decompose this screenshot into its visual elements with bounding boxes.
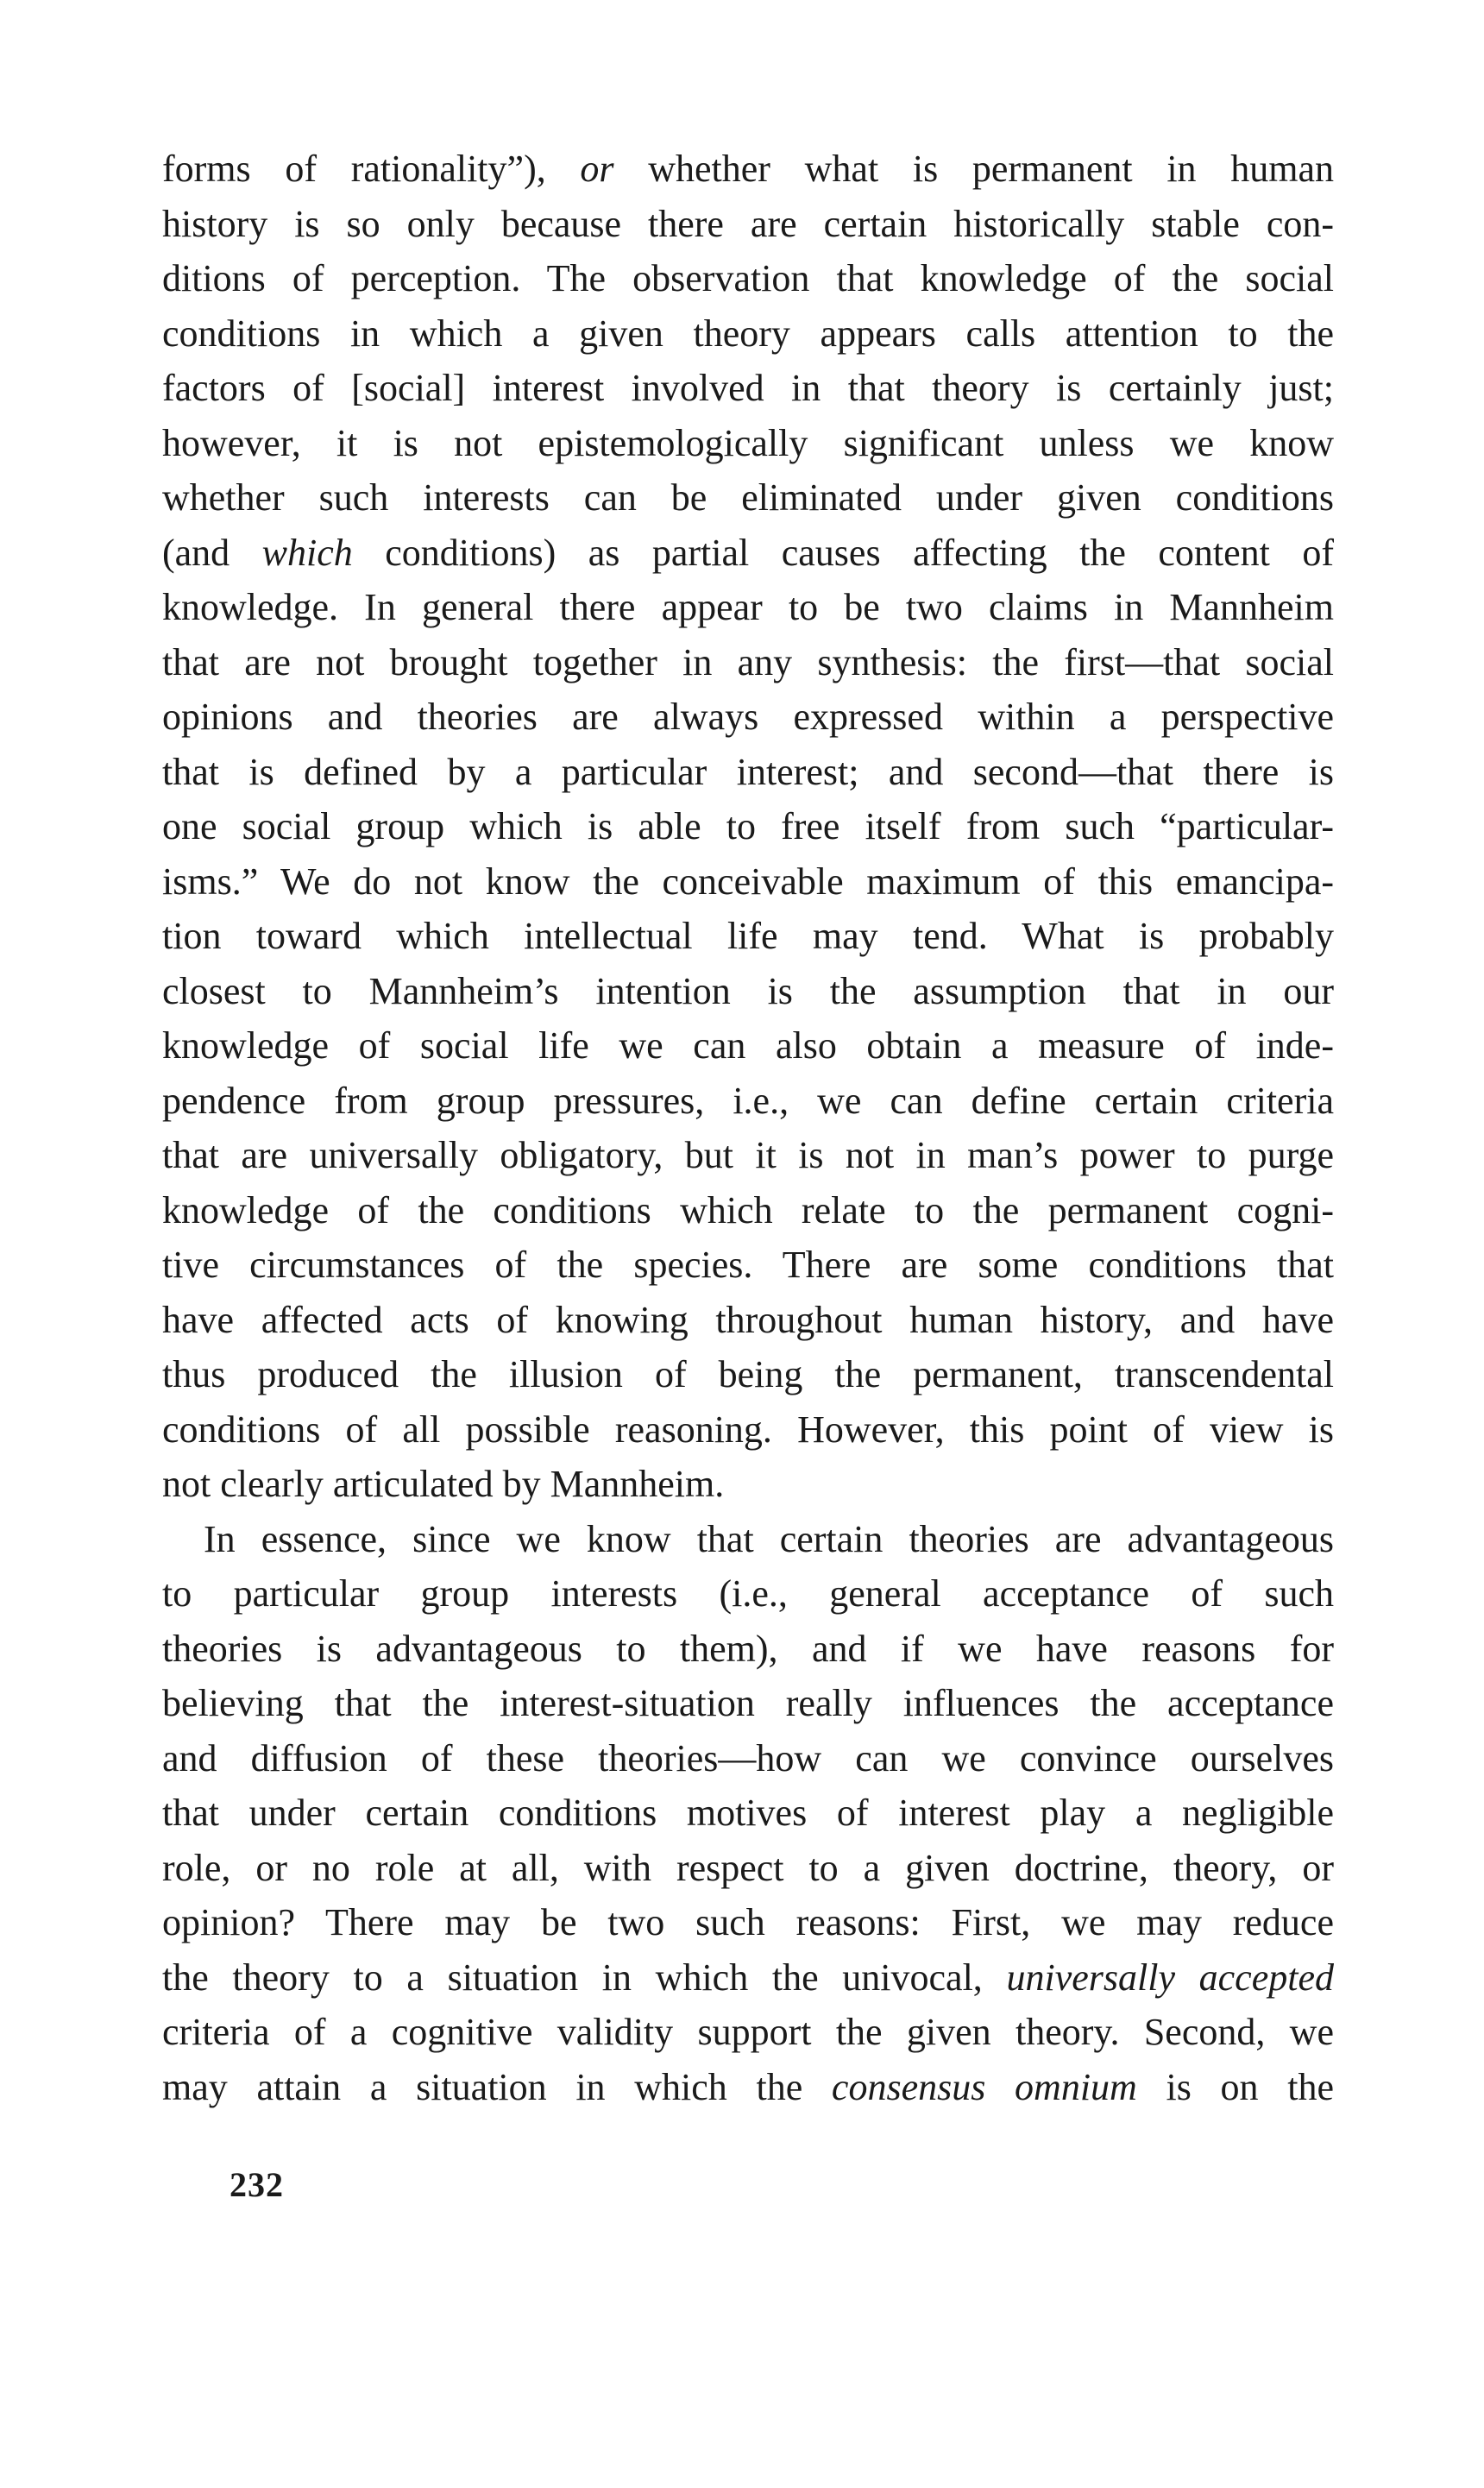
text-line <box>162 251 1334 306</box>
text-line <box>162 964 1334 1019</box>
text-segment: whether what is permanent in human <box>613 148 1334 190</box>
text-line <box>162 1841 1334 1896</box>
text-segment: tive circumstances of the species. There are some conditions that <box>162 1244 1334 1286</box>
text-line <box>162 1018 1334 1074</box>
text-segment: In essence, since we know that certain theories are advantageous <box>204 1517 1334 1560</box>
text-segment: that is defined by a particular interest; and second—that there is <box>162 750 1334 793</box>
italic-text: consensus omnium <box>831 2065 1137 2108</box>
text-line <box>162 1676 1334 1731</box>
text-segment: have affected acts of knowing throughout human history, and have <box>162 1298 1334 1341</box>
page-number: 232 <box>230 2165 284 2204</box>
text-line <box>162 1566 1334 1622</box>
text-segment: conditions) as partial causes affecting the content of <box>352 531 1334 574</box>
text-segment: not clearly articulated by Mannheim. <box>162 1463 725 1505</box>
text-segment: that under certain conditions motives of interest play a negligible <box>162 1792 1334 1834</box>
text-segment: one social group which is able to free itself from such “particular- <box>162 805 1334 847</box>
text-line <box>162 416 1334 471</box>
italic-text: which <box>261 531 353 574</box>
text-segment: ditions of perception. The observation that knowledge of the social <box>162 257 1334 299</box>
text-line <box>162 1293 1334 1348</box>
text-segment: that are universally obligatory, but it is not in man’s power to purge <box>162 1134 1334 1176</box>
text-segment: closest to Mannheim’s intention is the assumption that in our <box>162 969 1334 1012</box>
text-segment: knowledge of the conditions which relate to the permanent cogni- <box>162 1188 1334 1231</box>
text-segment: thus produced the illusion of being the permanent, transcendental <box>162 1353 1334 1395</box>
text-line <box>162 580 1334 635</box>
text-line <box>162 690 1334 745</box>
text-line <box>162 635 1334 690</box>
text-segment: to particular group interests (i.e., general acceptance of such <box>162 1572 1334 1615</box>
text-line <box>162 361 1334 416</box>
text-segment: however, it is not epistemologically significant unless we know <box>162 421 1334 464</box>
text-segment: may attain a situation in which the <box>162 2065 832 2108</box>
text-segment: that are not brought together in any synthesis: the first—that social <box>162 640 1334 683</box>
text-line <box>162 197 1334 252</box>
text-line <box>162 745 1334 800</box>
text-segment: the theory to a situation in which the univocal, <box>162 1956 1007 1999</box>
text-segment: role, or no role at all, with respect to a given doctrine, theory, or <box>162 1846 1334 1889</box>
text-line <box>162 1074 1334 1129</box>
text-line <box>162 1950 1334 2006</box>
text-segment: pendence from group pressures, i.e., we can define certain criteria <box>162 1079 1334 1122</box>
text-segment: believing that the interest-situation really influences the acceptance <box>162 1682 1334 1724</box>
text-line <box>162 1183 1334 1238</box>
text-line <box>162 1512 1334 1567</box>
text-segment: and diffusion of these theories—how can we convince ourselves <box>162 1736 1334 1779</box>
text-line <box>162 1128 1334 1183</box>
italic-text: or <box>580 148 614 190</box>
text-line <box>162 909 1334 964</box>
text-segment: conditions of all possible reasoning. However, this point of view is <box>162 1408 1334 1451</box>
text-line <box>162 306 1334 362</box>
text-segment: opinions and theories are always expressed within a perspective <box>162 696 1334 738</box>
text-line <box>162 1786 1334 1841</box>
text-segment: conditions in which a given theory appears calls attention to the <box>162 312 1334 355</box>
text-segment: factors of [social] interest involved in that theory is certainly just; <box>162 367 1334 409</box>
paragraph-p2 <box>162 1512 1334 2115</box>
text-line <box>162 1402 1334 1458</box>
text-segment: knowledge of social life we can also obtain a measure of inde- <box>162 1024 1334 1067</box>
text-line <box>162 526 1334 581</box>
text-segment: is on the <box>1136 2065 1334 2108</box>
text-segment: history is so only because there are certain historically stable con- <box>162 202 1334 245</box>
text-segment: criteria of a cognitive validity support the given theory. Second, we <box>162 2011 1334 2053</box>
paragraph-p1 <box>162 142 1334 1512</box>
text-line <box>162 1347 1334 1402</box>
text-line <box>162 1622 1334 1677</box>
text-line <box>162 1731 1334 1786</box>
text-segment: opinion? There may be two such reasons: First, we may reduce <box>162 1901 1334 1943</box>
text-line <box>162 142 1334 197</box>
body-text <box>162 142 1334 2114</box>
text-segment: tion toward which intellectual life may tend. What is probably <box>162 915 1334 957</box>
text-line <box>162 1238 1334 1293</box>
italic-text: universally accepted <box>1006 1956 1334 1999</box>
text-segment: whether such interests can be eliminated under given conditions <box>162 476 1334 519</box>
text-segment: theories is advantageous to them), and if we have reasons for <box>162 1627 1334 1670</box>
text-line <box>162 2060 1334 2115</box>
text-line <box>162 1457 1334 1512</box>
text-segment: knowledge. In general there appear to be two claims in Mannheim <box>162 586 1334 628</box>
text-line <box>162 1895 1334 1950</box>
text-segment: forms of rationality”), <box>162 148 581 190</box>
text-line <box>162 470 1334 526</box>
text-segment: isms.” We do not know the conceivable maximum of this emancipa- <box>162 860 1334 903</box>
text-line <box>162 799 1334 854</box>
text-line <box>162 854 1334 910</box>
text-line <box>162 2005 1334 2060</box>
text-segment: (and <box>162 531 262 574</box>
